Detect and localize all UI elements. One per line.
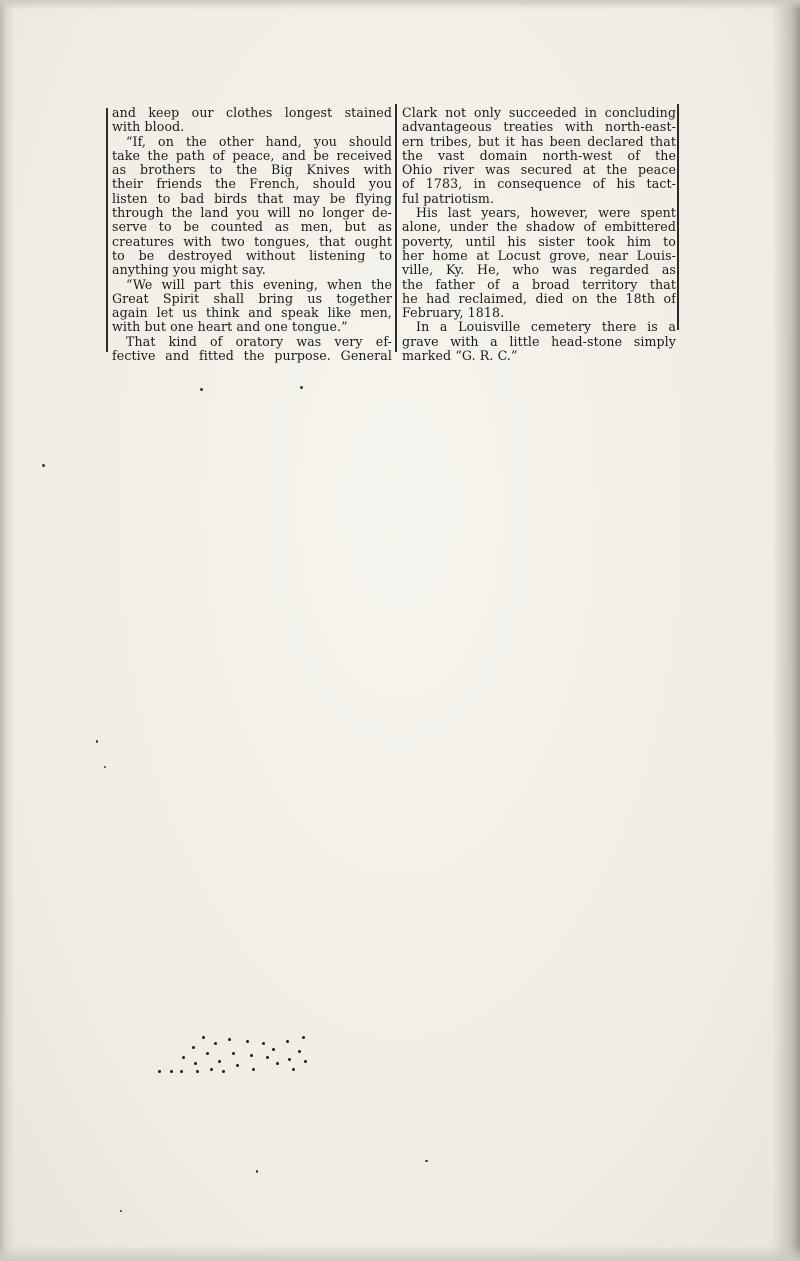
scan-speck (96, 740, 98, 743)
perforation-dot (298, 1050, 301, 1053)
text-line: again let us think and speak like men, (112, 306, 392, 321)
perforation-dot (192, 1046, 195, 1049)
perforation-dot (158, 1070, 161, 1073)
perforation-dot (228, 1038, 231, 1041)
text-line: His last years, however, were spent (416, 206, 676, 221)
perforation-dot (262, 1042, 265, 1045)
text-line: Great Spirit shall bring us together (112, 291, 392, 306)
text-line: creatures with two tongues, that ought (112, 234, 392, 249)
perforation-dot (194, 1062, 197, 1065)
column-rule-right (677, 104, 679, 330)
text-line: take the path of peace, and be received (112, 148, 392, 163)
text-line: grave with a little head-stone simply (402, 334, 676, 349)
text-line: poverty, until his sister took him to (402, 234, 676, 249)
perforation-dot (170, 1070, 173, 1073)
text-line: the father of a broad territory that (402, 277, 676, 292)
text-line: to be destroyed without listening to (112, 248, 392, 263)
perforation-dot (272, 1048, 275, 1051)
perforation-dot (246, 1040, 249, 1043)
page-edge-right (772, 0, 800, 1261)
text-line: ern tribes, but it has been declared that (402, 134, 676, 149)
perforation-dot (180, 1070, 183, 1073)
page-edge-bottom (0, 1245, 800, 1261)
text-line: alone, under the shadow of embittered (402, 220, 676, 235)
perforation-dot (286, 1040, 289, 1043)
article-column-right (402, 106, 676, 363)
column-rule-left (106, 108, 108, 352)
column-rule-middle (395, 104, 397, 352)
perforation-dot (292, 1068, 295, 1071)
perforation-dot (196, 1070, 199, 1073)
perforation-dot (304, 1060, 307, 1063)
perforation-dot (206, 1052, 209, 1055)
text-line: and keep our clothes longest stained (112, 106, 392, 120)
text-line: their friends the French, should you (112, 177, 392, 192)
perforation-dot (222, 1070, 225, 1073)
perforation-dot (266, 1056, 269, 1059)
text-line: ville, Ky. He, who was regarded as (402, 263, 676, 278)
scan-speck (42, 464, 45, 467)
perforation-dot (236, 1064, 239, 1067)
article-column-left (112, 106, 392, 363)
perforation-dot (288, 1058, 291, 1061)
text-line: In a Louisville cemetery there is a (416, 320, 676, 335)
text-line: “We will part this evening, when the (126, 277, 392, 292)
perforation-dot (214, 1042, 217, 1045)
newspaper-clipping (106, 104, 682, 364)
page-edge-left (0, 0, 14, 1261)
text-line: serve to be counted as men, but as (112, 220, 392, 235)
text-line: with but one heart and one tongue.” (112, 320, 348, 335)
text-line: the vast domain north-west of the (402, 148, 676, 163)
text-line: That kind of oratory was very ef- (126, 334, 392, 349)
perforation-dot (182, 1056, 185, 1059)
perforation-dot (210, 1068, 213, 1071)
text-line: “If, on the other hand, you should (126, 134, 392, 149)
scan-speck (104, 766, 106, 768)
page-edge-top (0, 0, 800, 10)
scan-speck (120, 1210, 122, 1212)
perforation-dot (218, 1060, 221, 1063)
text-line: ful patriotism. (402, 191, 495, 206)
text-line: listen to bad birds that may be flying (112, 191, 392, 206)
perforation-dot (302, 1036, 305, 1039)
text-line: of 1783, in consequence of his tact- (402, 177, 676, 192)
perforation-dot (232, 1052, 235, 1055)
scan-speck (200, 388, 203, 391)
perforation-dot (250, 1054, 253, 1057)
scan-speck (425, 1160, 428, 1162)
text-line: her home at Locust grove, near Louis- (402, 248, 676, 263)
scan-speck (300, 386, 303, 389)
text-line: Ohio river was secured at the peace (402, 163, 676, 178)
perforation-stamp (158, 1032, 310, 1076)
text-line: marked “G. R. C.” (402, 349, 518, 364)
text-line: through the land you will no longer de- (112, 206, 392, 221)
scan-speck (256, 1170, 258, 1173)
perforation-dot (202, 1036, 205, 1039)
text-line: with blood. (112, 120, 185, 135)
text-line: anything you might say. (112, 263, 266, 278)
perforation-dot (252, 1068, 255, 1071)
text-line: he had reclaimed, died on the 18th of (402, 291, 676, 306)
perforation-dot (276, 1062, 279, 1065)
text-line: advantageous treaties with north-east- (402, 120, 676, 135)
text-line: Clark not only succeeded in concluding (402, 106, 676, 120)
text-line: February, 1818. (402, 306, 505, 321)
text-line: as brothers to the Big Knives with (112, 163, 392, 178)
text-line: fective and fitted the purpose. General (112, 349, 392, 364)
